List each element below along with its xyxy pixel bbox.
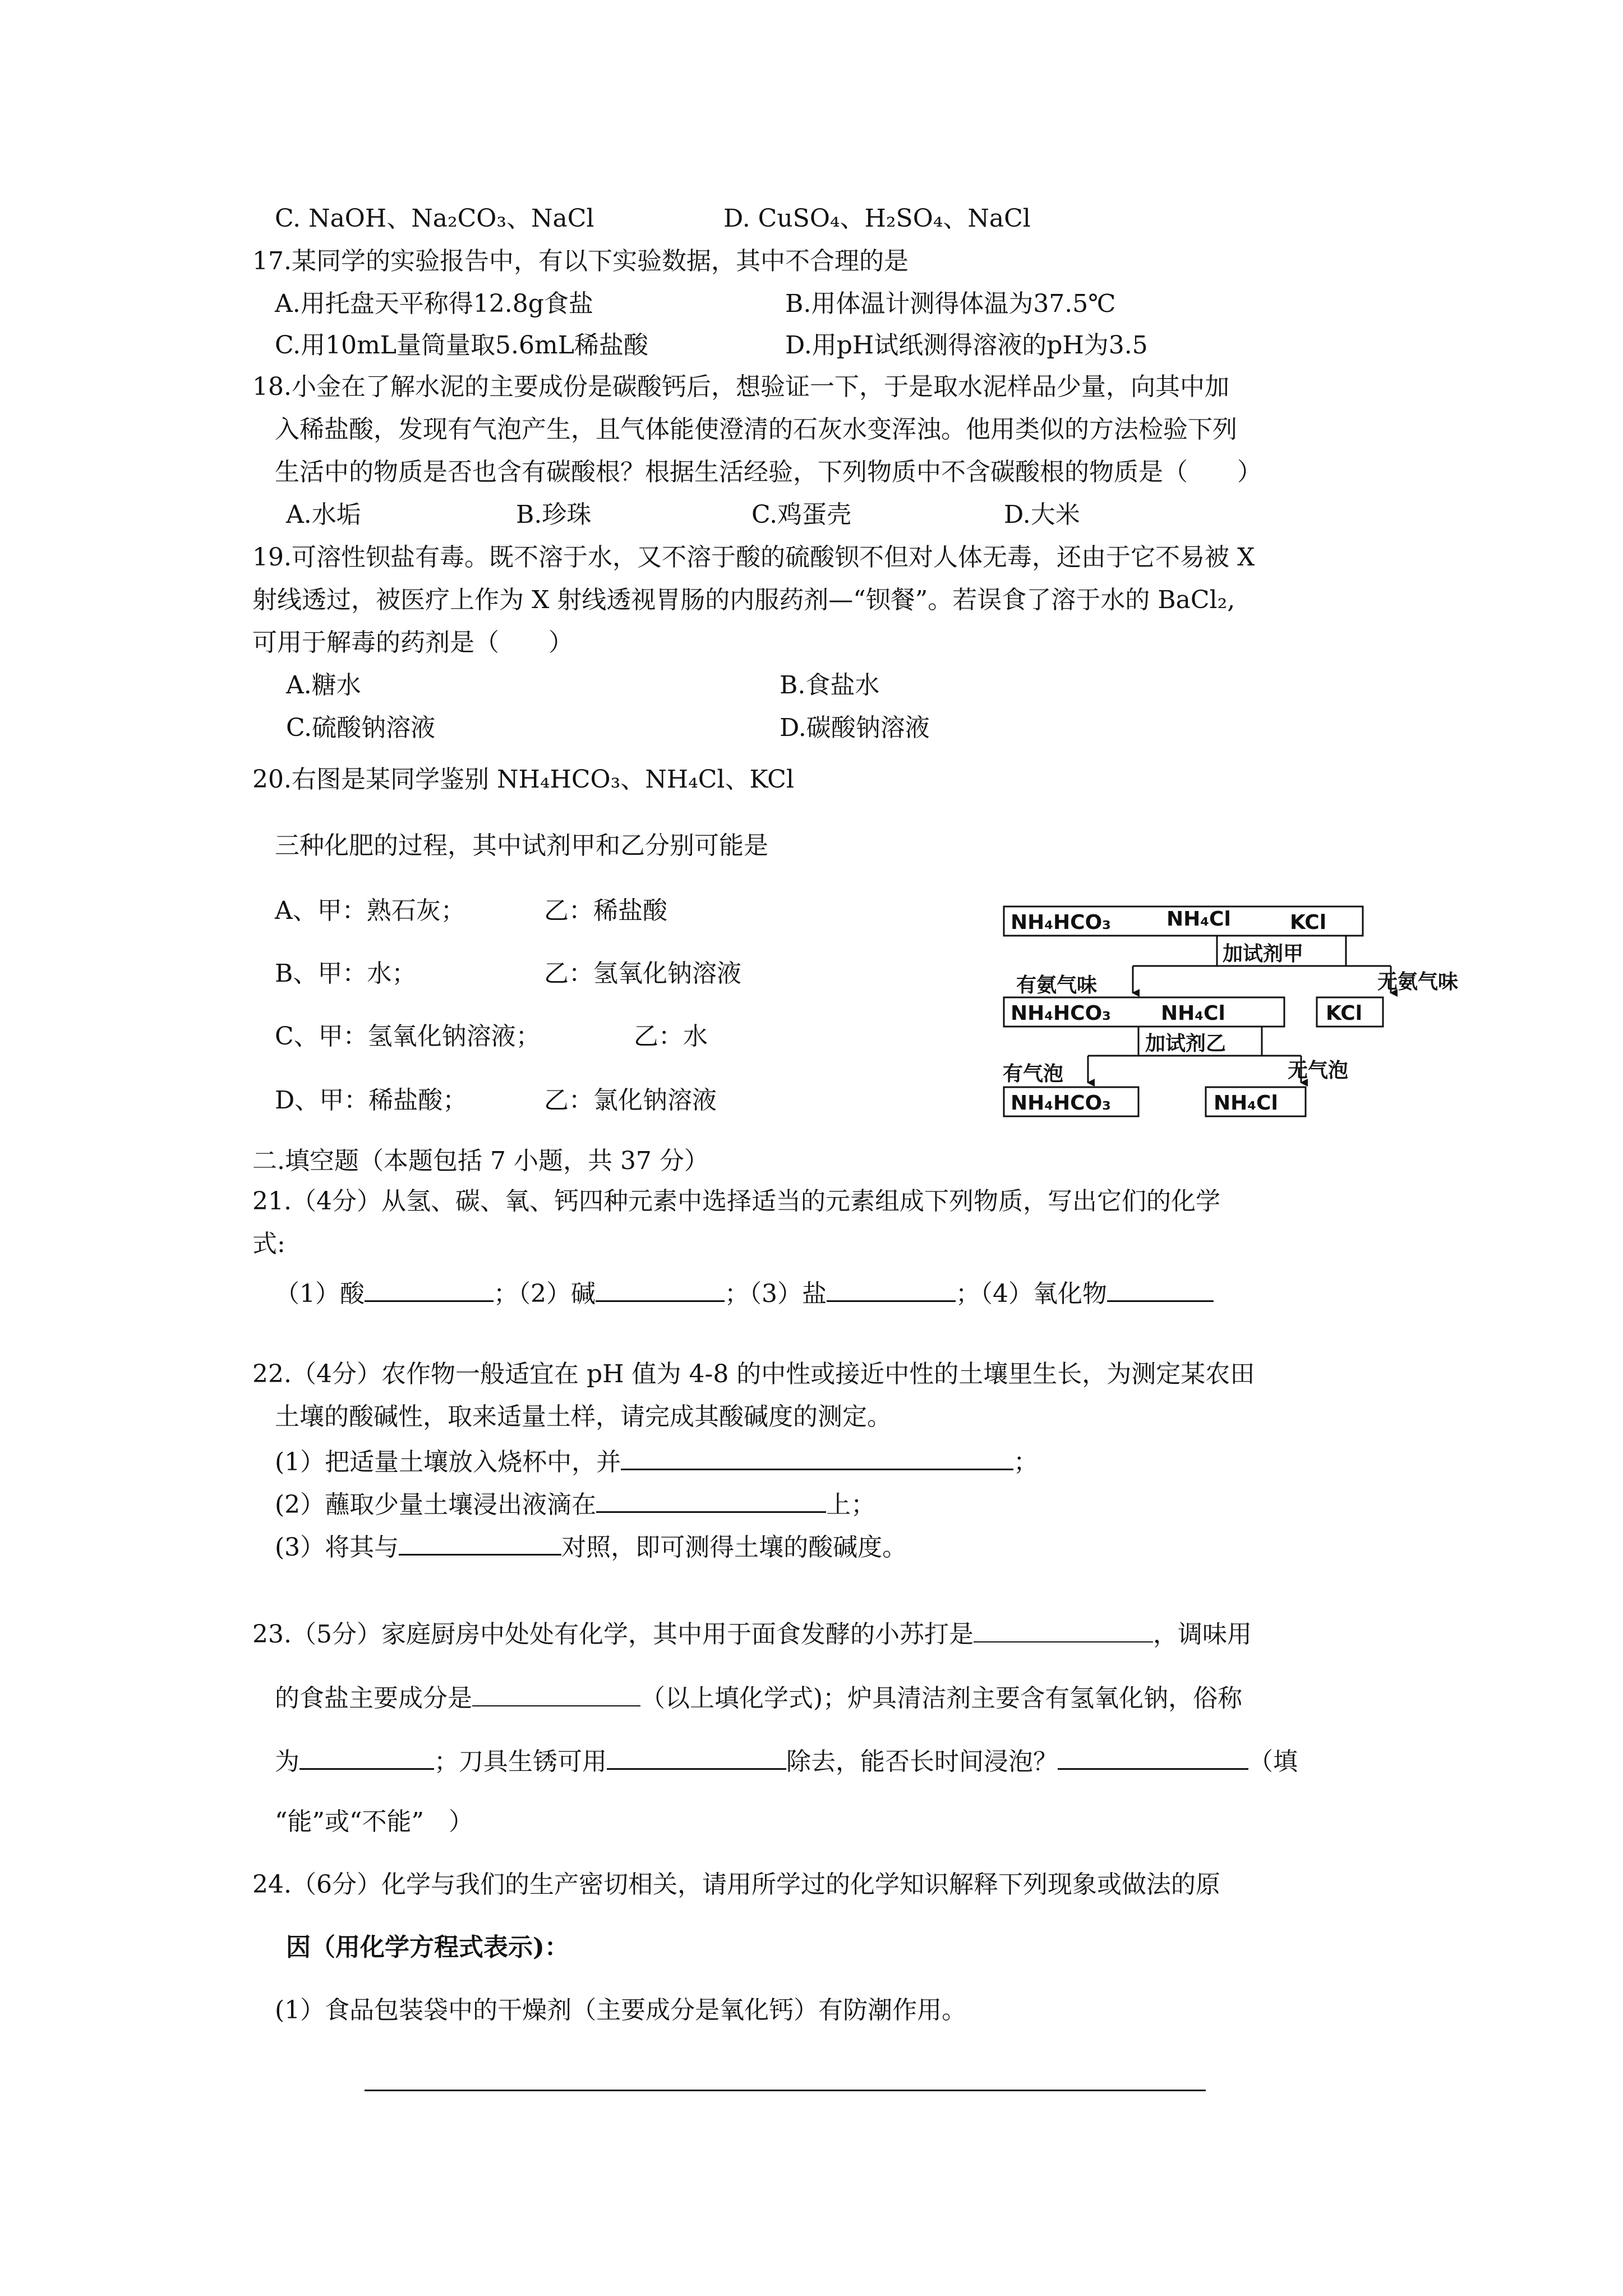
q22-step2 bbox=[275, 1485, 875, 1522]
q22-step1-text: (1）把适量土壤放入烧杯中，并 bbox=[275, 1448, 621, 1476]
identification-flow-diagram bbox=[998, 898, 1475, 1156]
q18-option-a: A.水垢 bbox=[286, 500, 361, 529]
q22-step2-text: (2）蘸取少量土壤浸出液滴在 bbox=[275, 1490, 597, 1519]
q22-step1 bbox=[275, 1443, 1038, 1479]
q21-oxide-blank[interactable] bbox=[1107, 1274, 1214, 1302]
section-2-heading: 二.填空题（本题包括 7 小题，共 37 分） bbox=[252, 1147, 709, 1175]
q23-salt-blank[interactable] bbox=[472, 1680, 640, 1706]
q20-option-c-jia: C、甲：氢氧化钠溶液； bbox=[275, 1022, 541, 1051]
q19-option-a: A.糖水 bbox=[286, 671, 361, 700]
q21-salt-blank[interactable] bbox=[827, 1274, 956, 1302]
q22-stem-line2: 土壤的酸碱性，取来适量土样，请完成其酸碱度的测定。 bbox=[275, 1402, 892, 1431]
q19-option-c: C.硫酸钠溶液 bbox=[286, 714, 436, 742]
q21-salt-label: ；（3）盐 bbox=[725, 1280, 827, 1308]
q22-step3-blank[interactable] bbox=[399, 1528, 561, 1556]
q18-option-c: C.鸡蛋壳 bbox=[751, 500, 852, 529]
q23-line1-text: 23.（5分）家庭厨房中处处有化学，其中用于面食发酵的小苏打是 bbox=[252, 1620, 974, 1649]
q18-stem-line3: 生活中的物质是否也含有碳酸根？根据生活经验，下列物质中不含碳酸根的物质是（ ） bbox=[275, 458, 1262, 486]
q23-line4: “能”或“不能” ） bbox=[275, 1807, 473, 1836]
box1-nh4hco3: NH₄HCO₃ bbox=[1011, 911, 1111, 934]
q19-stem-line3: 可用于解毒的药剂是（ ） bbox=[252, 628, 573, 657]
q17-option-d: D.用pH试纸测得溶液的pH为3.5 bbox=[785, 331, 1148, 360]
q23-line1-end: ，调味用 bbox=[1152, 1620, 1252, 1649]
q23-line3-text: 为 bbox=[275, 1747, 299, 1776]
q19-stem-line1: 19.可溶性钡盐有毒。既不溶于水，又不溶于酸的硫酸钡不但对人体无毒，还由于它不易被 X bbox=[252, 543, 1255, 572]
q20-option-c-yi: 乙：水 bbox=[634, 1022, 708, 1051]
q21-acid-blank[interactable] bbox=[365, 1274, 494, 1302]
box1-nh4cl: NH₄Cl bbox=[1166, 908, 1231, 931]
q23-soak-text: 除去，能否长时间浸泡？ bbox=[786, 1747, 1058, 1776]
q23-line2 bbox=[275, 1680, 1242, 1715]
q23-common-name-blank[interactable] bbox=[299, 1742, 434, 1770]
q21-answer-row bbox=[275, 1274, 1214, 1311]
q22-step2-end: 上； bbox=[826, 1490, 876, 1519]
q17-option-c: C.用10mL量筒量取5.6mL稀盐酸 bbox=[275, 331, 648, 360]
q24-stem-line2: 因（用化学方程式表示)： bbox=[286, 1933, 569, 1962]
q18-option-d: D.大米 bbox=[1004, 500, 1080, 529]
q18-option-b: B.珍珠 bbox=[516, 500, 592, 529]
q22-step2-blank[interactable] bbox=[596, 1485, 826, 1513]
q17-stem: 17.某同学的实验报告中，有以下实验数据，其中不合理的是 bbox=[252, 247, 909, 275]
q20-option-d-yi: 乙：氯化钠溶液 bbox=[544, 1086, 717, 1115]
box3-nh4hco3: NH₄HCO₃ bbox=[1011, 1092, 1111, 1115]
q23-line2-text: 的食盐主要成分是 bbox=[275, 1684, 472, 1713]
q20-option-d-jia: D、甲：稀盐酸； bbox=[275, 1086, 468, 1115]
has-bubbles-label: 有气泡 bbox=[1003, 1062, 1064, 1085]
q19-option-b: B.食盐水 bbox=[780, 671, 880, 700]
q20-stem-line1: 20.右图是某同学鉴别 NH₄HCO₃、NH₄Cl、KCl bbox=[252, 765, 794, 794]
q22-stem-line1: 22.（4分）农作物一般适宜在 pH 值为 4-8 的中性或接近中性的土壤里生长，为测定某农田 bbox=[252, 1360, 1255, 1388]
q21-stem-line2: 式: bbox=[252, 1230, 285, 1258]
q24-stem-line1: 24.（6分）化学与我们的生产密切相关，请用所学过的化学知识解释下列现象或做法的原 bbox=[252, 1870, 1220, 1899]
q20-option-b-jia: B、甲：水； bbox=[275, 959, 417, 988]
box2-kcl: KCl bbox=[1326, 1002, 1363, 1025]
q16-option-c: C. NaOH、Na₂CO₃、NaCl bbox=[275, 204, 594, 233]
q23-soak-blank[interactable] bbox=[1058, 1742, 1248, 1770]
no-bubbles-label: 无气泡 bbox=[1288, 1059, 1349, 1082]
q18-stem-line1: 18.小金在了解水泥的主要成份是碳酸钙后，想验证一下，于是取水泥样品少量，向其中加 bbox=[252, 372, 1229, 401]
q22-step3-end: 对照，即可测得土壤的酸碱度。 bbox=[561, 1533, 907, 1562]
q19-option-d: D.碳酸钠溶液 bbox=[780, 714, 930, 742]
box1-kcl: KCl bbox=[1290, 911, 1327, 934]
q22-step3-text: (3）将其与 bbox=[275, 1533, 399, 1562]
q23-line3-end: （填 bbox=[1248, 1747, 1298, 1776]
q20-option-a-jia: A、甲：熟石灰； bbox=[275, 896, 465, 925]
box3-nh4cl: NH₄Cl bbox=[1214, 1092, 1278, 1115]
box2-nh4hco3: NH₄HCO₃ bbox=[1011, 1002, 1111, 1025]
q24-part1: (1）食品包装袋中的干燥剂（主要成分是氧化钙）有防潮作用。 bbox=[275, 1996, 967, 2024]
q22-step1-end: ； bbox=[1013, 1448, 1039, 1476]
q23-baking-soda-blank[interactable] bbox=[974, 1616, 1153, 1642]
q21-stem-line1: 21.（4分）从氢、碳、氧、钙四种元素中选择适当的元素组成下列物质，写出它们的化学 bbox=[252, 1187, 1220, 1216]
has-ammonia-label: 有氨气味 bbox=[1016, 974, 1098, 997]
no-ammonia-label: 无氨气味 bbox=[1377, 970, 1459, 993]
q21-base-blank[interactable] bbox=[596, 1274, 725, 1302]
q23-rust-blank[interactable] bbox=[607, 1742, 786, 1770]
q18-stem-line2: 入稀盐酸，发现有气泡产生，且气体能使澄清的石灰水变浑浊。他用类似的方法检验下列 bbox=[275, 415, 1237, 444]
q17-option-a: A.用托盘天平称得12.8g食盐 bbox=[275, 289, 593, 318]
q20-option-b-yi: 乙：氢氧化钠溶液 bbox=[544, 959, 741, 988]
q23-line2-end: （以上填化学式)；炉具清洁剂主要含有氢氧化钠，俗称 bbox=[640, 1684, 1243, 1713]
q23-line1 bbox=[252, 1616, 1252, 1651]
q23-rust-text: ；刀具生锈可用 bbox=[434, 1747, 607, 1776]
reagent-jia-label: 加试剂甲 bbox=[1223, 942, 1304, 965]
box2-nh4cl: NH₄Cl bbox=[1161, 1002, 1225, 1025]
reagent-yi-label: 加试剂乙 bbox=[1145, 1032, 1227, 1055]
q17-option-b: B.用体温计测得体温为37.5℃ bbox=[785, 289, 1116, 318]
q21-oxide-label: ；（4）氧化物 bbox=[956, 1280, 1107, 1308]
q23-line3 bbox=[275, 1742, 1298, 1779]
q20-option-a-yi: 乙：稀盐酸 bbox=[544, 896, 667, 925]
q20-stem-line2: 三种化肥的过程，其中试剂甲和乙分别可能是 bbox=[275, 831, 768, 860]
q21-acid-label: （1）酸 bbox=[275, 1280, 365, 1308]
q21-base-label: ；（2）碱 bbox=[494, 1280, 596, 1308]
q22-step1-blank[interactable] bbox=[621, 1443, 1013, 1470]
q19-stem-line2: 射线透过，被医疗上作为 X 射线透视胃肠的内服药剂—“钡餐”。若误食了溶于水的 BaCl₂, bbox=[252, 586, 1235, 614]
q16-option-d: D. CuSO₄、H₂SO₄、NaCl bbox=[723, 204, 1031, 233]
q22-step3 bbox=[275, 1528, 907, 1565]
q24-part1-answer-line[interactable] bbox=[365, 2090, 1206, 2091]
